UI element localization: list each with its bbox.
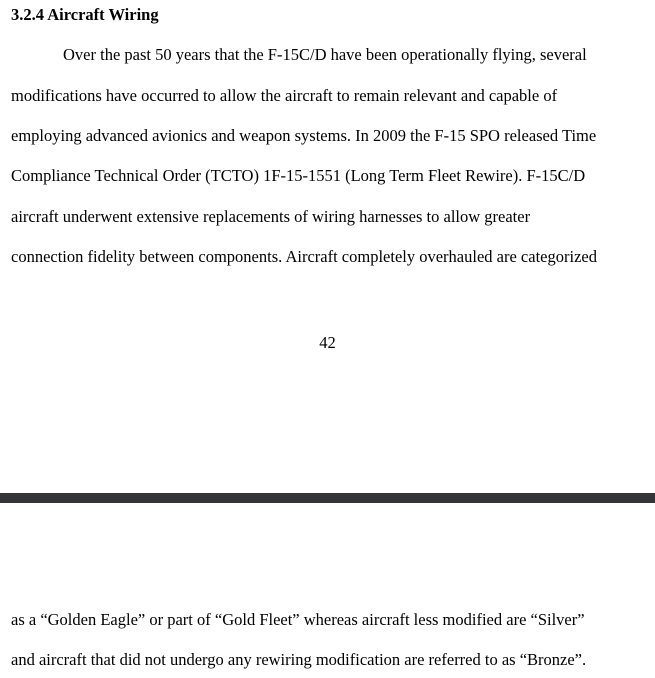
- page-number: 42: [319, 333, 336, 352]
- paragraph-line: aircraft underwent extensive replacements of wiring harnesses to allow greater: [11, 207, 531, 226]
- paragraph-line: Compliance Technical Order (TCTO) 1F-15-1551 (Long Term Fleet Rewire). F-15C/D: [11, 166, 586, 185]
- paragraph-line: connection fidelity between components. Aircraft completely overhauled are categorized: [11, 247, 597, 266]
- paragraph-line: and aircraft that did not undergo any rewiring modification are referred to as “Bronze”.: [11, 650, 587, 669]
- document-page-bottom: [0, 503, 655, 678]
- paragraph-line: Over the past 50 years that the F-15C/D have been operationally flying, several: [63, 45, 587, 64]
- section-heading: 3.2.4 Aircraft Wiring: [11, 5, 159, 24]
- paragraph-line: employing advanced avionics and weapon systems. In 2009 the F-15 SPO released Time: [11, 126, 597, 145]
- page-separator: [0, 493, 655, 503]
- paragraph-line: modifications have occurred to allow the aircraft to remain relevant and capable of: [11, 86, 558, 105]
- paragraph-line: as a “Golden Eagle” or part of “Gold Fleet” whereas aircraft less modified are “Silver”: [11, 610, 585, 629]
